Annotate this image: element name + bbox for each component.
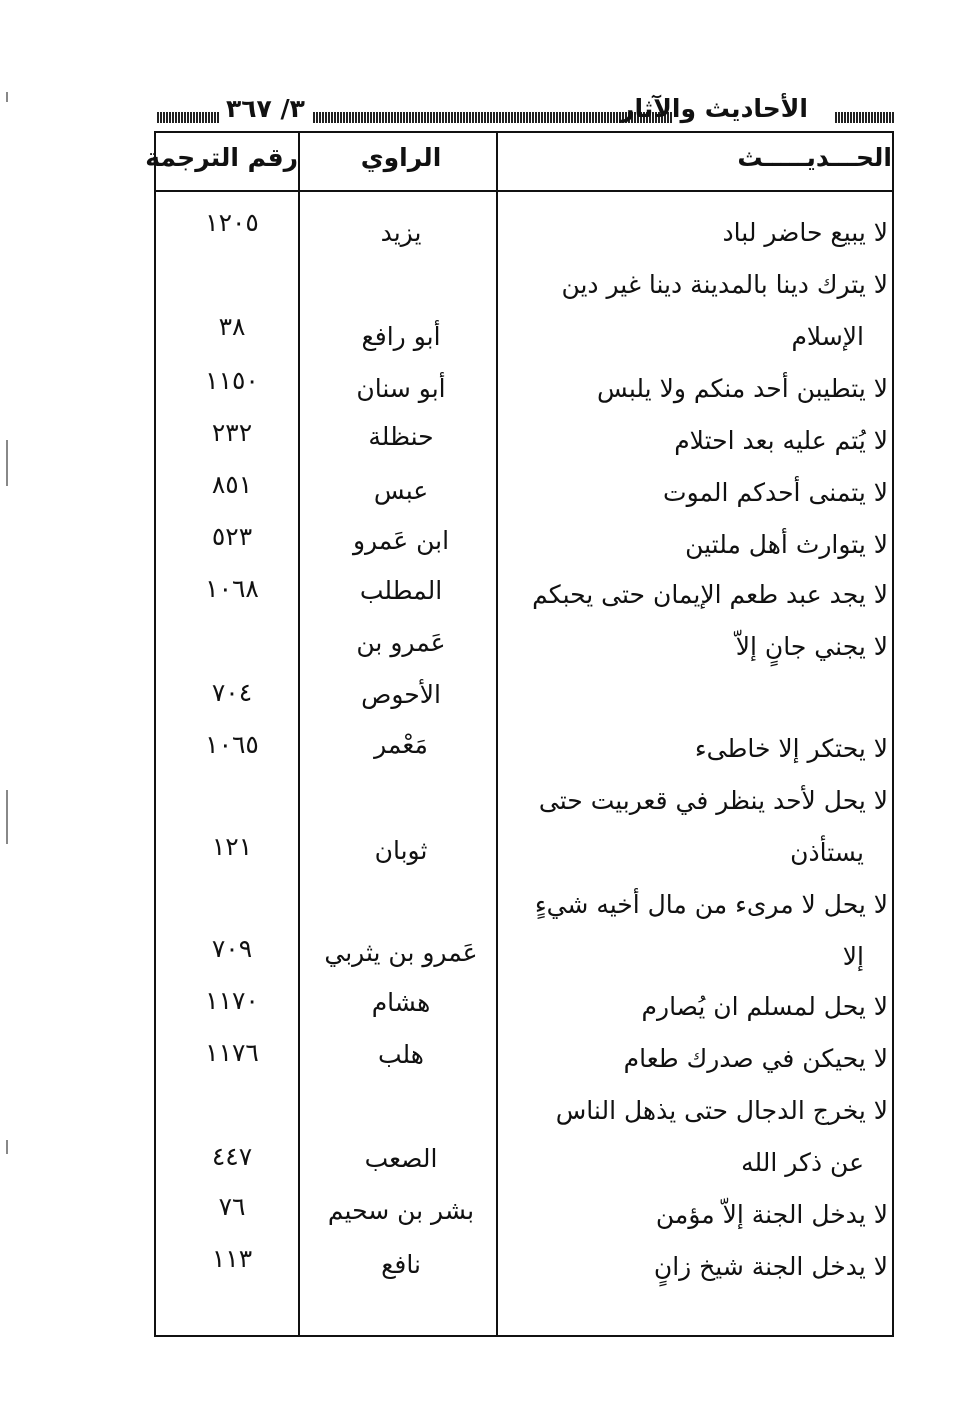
rawi-name: أبو رافع	[361, 322, 441, 351]
tarjama-number: ١٠٦٥	[205, 730, 259, 759]
column-header-tarjama: رقم الترجمة	[145, 143, 298, 172]
tarjama-number: ١١٧٦	[205, 1038, 259, 1067]
rawi-name: الصعب	[364, 1144, 438, 1173]
hadith-text-continued: الإسلام	[791, 322, 864, 351]
tarjama-number: ٢٣٢	[211, 418, 253, 447]
rawi-name: نافع	[381, 1250, 421, 1279]
rawi-name: هشام	[371, 988, 431, 1017]
hadith-text: لا يتطيبن أحد منكم ولا يلبس	[596, 374, 888, 403]
tarjama-number: ٧٠٤	[211, 678, 253, 707]
tarjama-number: ٨٥١	[211, 470, 253, 499]
tarjama-number: ١١٧٠	[205, 986, 259, 1015]
hadith-text: لا يتوارث أهل ملتين	[685, 530, 888, 559]
column-header-hadith: الحـــديـــــث	[737, 143, 892, 172]
column-header-rawi: الراوي	[360, 143, 442, 172]
tarjama-number: ١١٥٠	[205, 366, 259, 395]
rawi-name: عَمرو بن	[356, 628, 446, 657]
hadith-text-continued: يستأذن	[790, 838, 864, 867]
header-rule	[313, 112, 673, 123]
rawi-name: يزيد	[380, 218, 422, 247]
margin-mark	[6, 440, 8, 486]
hadith-text-continued: إلا	[842, 942, 864, 971]
page-reference: ٣/ ٣٦٧	[226, 94, 305, 123]
hadith-text: لا يحل لمسلم ان يُصارم	[641, 992, 888, 1021]
tarjama-number: ١٠٦٨	[205, 574, 259, 603]
hadith-text: لا يدخل الجنة شيخ زانٍ	[653, 1252, 888, 1281]
hadith-text: لا يجد عبد طعم الإيمان حتى يحبكم	[532, 580, 888, 609]
hadith-text: لا يدخل الجنة إلاّ مؤمن	[655, 1200, 888, 1229]
tarjama-number: ٥٢٣	[211, 522, 253, 551]
hadith-text: لا يخرج الدجال حتى يذهل الناس	[555, 1096, 888, 1125]
rawi-name-continued: الأحوص	[361, 680, 441, 709]
section-title: الأحاديث والآثار	[620, 94, 808, 123]
tarjama-number: ١٢١	[211, 832, 253, 861]
hadith-text: لا يحل لا مرىء من مال أخيه شيءٍ	[534, 890, 888, 919]
tarjama-number: ٧٦	[218, 1192, 246, 1221]
rawi-name: عبس	[373, 476, 429, 505]
rawi-name: أبو سنان	[356, 374, 446, 403]
tarjama-number: ٤٤٧	[211, 1142, 253, 1171]
hadith-text-continued: عن ذكر الله	[741, 1148, 864, 1177]
hadith-text: لا يحيكن في صدرك طعام	[623, 1044, 888, 1073]
margin-mark	[6, 790, 8, 844]
tarjama-number: ١٢٠٥	[205, 208, 259, 237]
rawi-name: عَمرو بن يثربي	[324, 938, 478, 967]
margin-mark	[6, 92, 8, 102]
tarjama-number: ٧٠٩	[211, 934, 253, 963]
hadith-text: لا يتمنى أحدكم الموت	[663, 478, 888, 507]
hadith-text: لا يُتم عليه بعد احتلام	[674, 426, 888, 455]
tarjama-number: ٣٨	[218, 312, 246, 341]
header-rule	[835, 112, 895, 123]
rawi-name: مَعْمر	[374, 730, 428, 759]
rawi-name: هلب	[377, 1040, 424, 1069]
rawi-name: بشر بن سحيم	[327, 1196, 475, 1225]
hadith-text: لا يحتكر إلا خاطىء	[694, 734, 888, 763]
hadith-text: لا يجني جانٍ إلاّ	[735, 632, 888, 661]
rawi-name: حنظلة	[368, 422, 434, 451]
rawi-name: المطلب	[359, 576, 443, 605]
tarjama-number: ١١٣	[211, 1244, 253, 1273]
header-divider	[154, 190, 894, 192]
hadith-text: لا يحل لأحد ينظر في قعربيت حتى	[538, 786, 888, 815]
hadith-text: لا يبيع حاضر لباد	[722, 218, 888, 247]
header-rule	[157, 112, 219, 123]
margin-mark	[6, 1140, 8, 1154]
rawi-name: ثوبان	[374, 836, 428, 865]
hadith-text: لا يترك دينا بالمدينة دينا غير دين	[561, 270, 888, 299]
rawi-name: ابن عَمرو	[352, 526, 450, 555]
